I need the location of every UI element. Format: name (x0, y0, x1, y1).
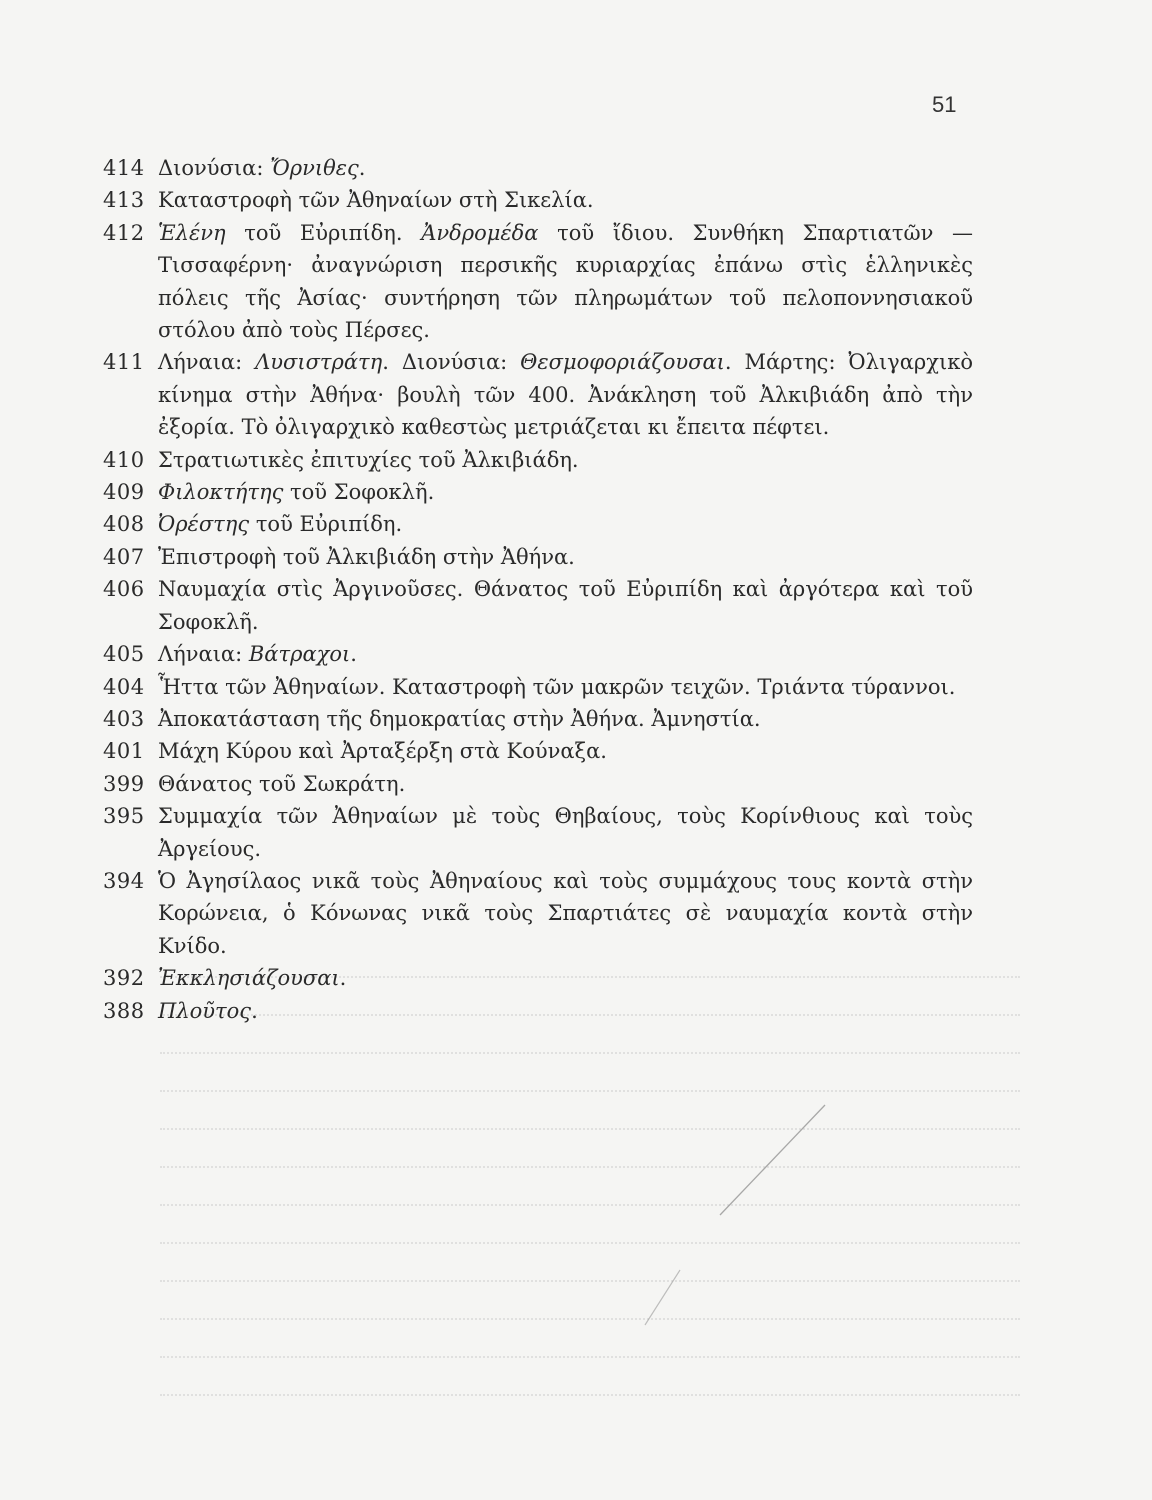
entry-year: 411 (103, 350, 145, 375)
entry-text: Συμμαχία τῶν Ἀθηναίων μὲ τοὺς Θηβαίους, τοὺς Κορίνθιους καὶ τοὺς Ἀργείους. (158, 804, 973, 861)
chronology-entry (103, 703, 973, 735)
chronology-entry (103, 444, 973, 476)
entry-year: 406 (103, 577, 145, 602)
chronology-entry (103, 671, 973, 703)
chronology-entry (103, 735, 973, 767)
pencil-mark (640, 1100, 840, 1330)
chronology-entry (103, 865, 973, 962)
entry-text: Καταστροφὴ τῶν Ἀθηναίων στὴ Σικελία. (158, 188, 594, 213)
entry-year: 405 (103, 642, 145, 667)
entry-year: 409 (103, 480, 145, 505)
entry-text: Στρατιωτικὲς ἐπιτυχίες τοῦ Ἀλκιβιάδη. (158, 447, 579, 472)
entry-text: Διονύσια: Ὄρνιθες. (158, 156, 366, 180)
entry-text: Ὁ Ἀγησίλαος νικᾶ τοὺς Ἀθηναίους καὶ τοὺς συμμάχους τους κοντὰ στὴν Κορώνεια, ὁ Κόνωνας νικᾶ τοὺς Σπαρτιάτες σὲ ναυμαχία κοντὰ στὴν Κνίδο. (158, 868, 973, 958)
entry-year: 410 (103, 447, 145, 472)
chronology-entry (103, 184, 973, 216)
chronology-entry (103, 995, 973, 1027)
entry-year: 414 (103, 156, 145, 180)
entry-year: 388 (103, 998, 145, 1023)
chronology-entry (103, 768, 973, 800)
entry-text: Ἧττα τῶν Ἀθηναίων. Καταστροφὴ τῶν μακρῶν τειχῶν. Τριάντα τύραννοι. (158, 674, 956, 699)
chronology-entry (103, 541, 973, 573)
entry-year: 412 (103, 220, 145, 245)
entry-text: Ἀποκατάσταση τῆς δημοκρατίας στὴν Ἀθήνα. Ἀμνηστία. (158, 706, 761, 731)
entry-year: 401 (103, 739, 145, 764)
page-number: 51 (932, 92, 957, 117)
chronology-entry (103, 962, 973, 994)
chronology-entry (103, 476, 973, 508)
entry-text: Λήναια: Λυσιστράτη. Διονύσια: Θεσμοφοριάζουσαι. Μάρτης: Ὀλιγαρχικὸ κίνημα στὴν Ἀθήνα· βουλὴ τῶν 400. Ἀνάκληση τοῦ Ἀλκιβιάδη ἀπὸ τὴν ἐξορία. Τὸ ὀλιγαρχικὸ καθεστὼς μετριάζεται κι ἔπειτα πέφτει. (158, 350, 973, 440)
chronology-entry (103, 638, 973, 670)
entry-year: 394 (103, 868, 145, 893)
chronology-entry (103, 152, 973, 184)
chronology-entry (103, 800, 973, 865)
entry-text: Ἐπιστροφὴ τοῦ Ἀλκιβιάδη στὴν Ἀθήνα. (158, 544, 575, 569)
entry-year: 403 (103, 706, 145, 731)
entry-year: 404 (103, 674, 145, 699)
entry-year: 395 (103, 804, 145, 829)
entry-text: Μάχη Κύρου καὶ Ἀρταξέρξη στὰ Κούναξα. (158, 739, 607, 764)
entry-year: 392 (103, 966, 145, 991)
chronology-entry (103, 346, 973, 443)
chronology-entry (103, 573, 973, 638)
entry-year: 399 (103, 771, 145, 796)
chronology-list (103, 152, 973, 1027)
entry-text: Φιλοκτήτης τοῦ Σοφοκλῆ. (158, 480, 435, 505)
entry-text: Πλοῦτος. (158, 998, 258, 1023)
entry-text: Λήναια: Βάτραχοι. (158, 642, 357, 667)
entry-text: Ναυμαχία στὶς Ἀργινοῦσες. Θάνατος τοῦ Εὐριπίδη καὶ ἀργότερα καὶ τοῦ Σοφοκλῆ. (158, 577, 973, 634)
entry-year: 407 (103, 544, 145, 569)
entry-text: Ἐκκλησιάζουσαι. (158, 966, 347, 991)
chronology-entry (103, 217, 973, 347)
entry-year: 408 (103, 512, 145, 537)
chronology-entry (103, 508, 973, 540)
entry-text: Ὀρέστης τοῦ Εὐριπίδη. (158, 512, 403, 537)
entry-text: Ἑλένη τοῦ Εὐριπίδη. Ἀνδρομέδα τοῦ ἴδιου. Συνθήκη Σπαρτιατῶν — Τισσαφέρνη· ἀναγνώριση περσικῆς κυριαρχίας ἐπάνω στὶς ἑλληνικὲς πόλεις τῆς Ἀσίας· συντήρηση τῶν πληρωμάτων τοῦ πελοποννησιακοῦ στόλου ἀπὸ τοὺς Πέρσες. (158, 220, 973, 343)
entry-year: 413 (103, 188, 145, 213)
entry-text: Θάνατος τοῦ Σωκράτη. (158, 771, 406, 796)
